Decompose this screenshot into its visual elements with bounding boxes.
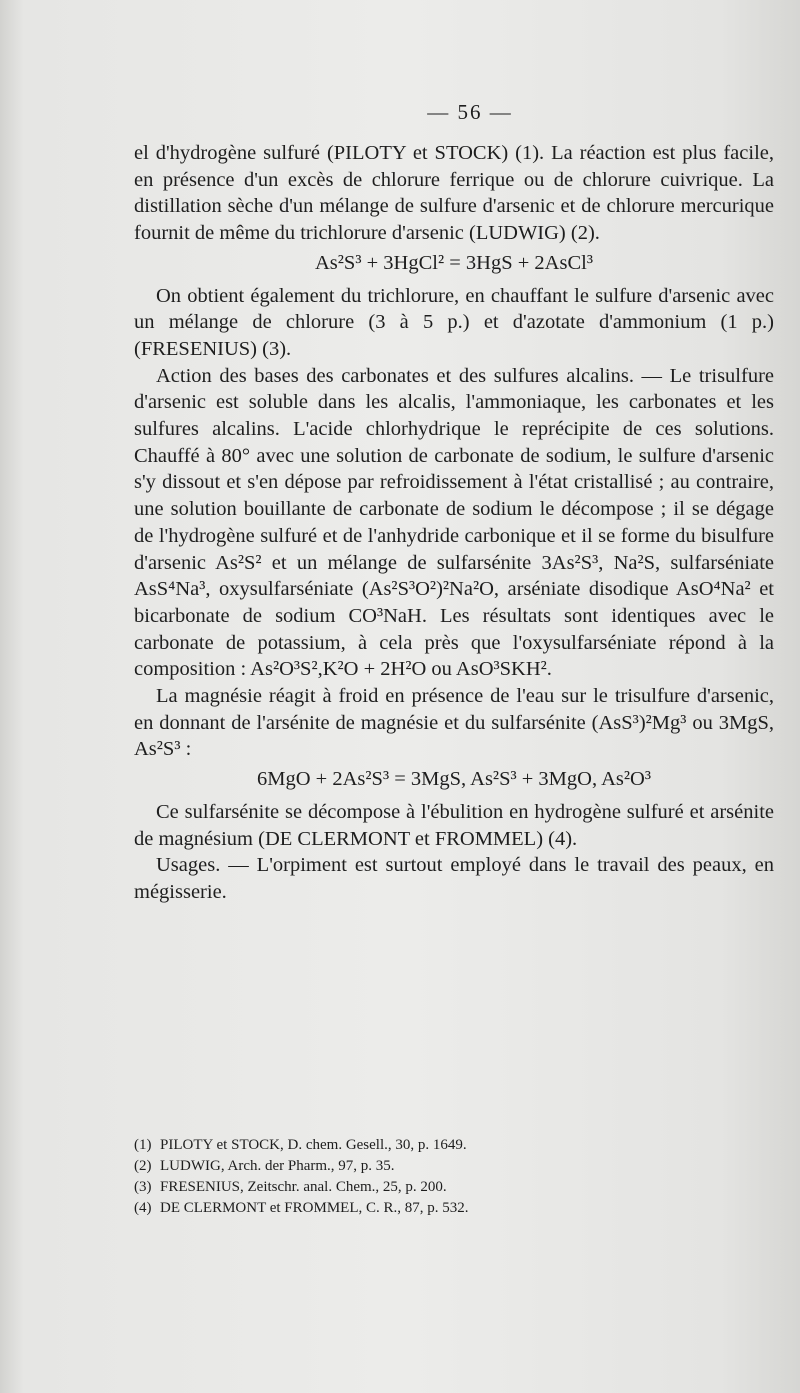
body-text — [134, 140, 774, 906]
footnote-mark: (4) — [134, 1200, 152, 1216]
footnote-4 — [134, 1198, 734, 1219]
paragraph-3: Action des bases des carbonates et des sulfures alcalins. — Le trisulfure d'arsenic est soluble dans les alcalis, l'ammoniaque, les carbonates et les sulfures alcalins. L'acide chlorhydrique le reprécipite de ces solutions. Chauffé à 80° avec une solution de carbonate de sodium, le sulfure d'arsenic s'y dissout et s'en dépose par refroidissement à l'état cristallisé ; au contraire, une solution bouillante de carbonate de sodium le décompose ; il se dégage de l'hydrogène sulfuré et de l'anhydride carbonique et il se forme du bisulfure d'arsenic As²S² et un mélange de sulfarsénite 3As²S³, Na²S, sulfarséniate AsS⁴Na³, oxysulfarséniate (As²S³O²)²Na²O, arséniate disodique AsO⁴Na² et bicarbonate de sodium CO³NaH. Les résultats sont identiques avec le carbonate de potassium, à cela près que l'oxysulfarséniate répond à la composition : As²O³S²,K²O + 2H²O ou AsO³SKH². — [134, 364, 774, 681]
footnote-text: LUDWIG, Arch. der Pharm., 97, p. 35. — [160, 1158, 395, 1174]
footnote-text: PILOTY et STOCK, D. chem. Gesell., 30, p. 1649. — [160, 1137, 467, 1153]
footnote-mark: (3) — [134, 1179, 152, 1195]
footnote-3 — [134, 1177, 734, 1198]
footnote-text: DE CLERMONT et FROMMEL, C. R., 87, p. 532. — [160, 1200, 469, 1216]
footnote-1 — [134, 1135, 734, 1156]
equation-2: 6MgO + 2As²S³ = 3MgS, As²S³ + 3MgO, As²O³ — [257, 768, 651, 791]
paragraph-4: La magnésie réagit à froid en présence de l'eau sur le trisulfure d'arsenic, en donnant de l'arsénite de magnésie et du sulfarsénite (AsS³)²Mg³ ou 3MgS, As²S³ : — [134, 685, 774, 761]
paragraph-5: Ce sulfarsénite se décompose à l'ébulition en hydrogène sulfuré et arsénite de magnésium (DE CLERMONT et FROMMEL) (4). — [134, 800, 774, 850]
footnotes — [134, 1135, 734, 1219]
paragraph-2: On obtient également du trichlorure, en chauffant le sulfure d'arsenic avec un mélange de chlorure (3 à 5 p.) et d'azotate d'ammonium (1 p.) (FRESENIUS) (3). — [134, 284, 774, 360]
footnote-mark: (1) — [134, 1137, 152, 1153]
footnote-text: FRESENIUS, Zeitschr. anal. Chem., 25, p. 200. — [160, 1179, 447, 1195]
paragraph-1: el d'hydrogène sulfuré (PILOTY et STOCK) (1). La réaction est plus facile, en présence d'un excès de chlorure ferrique ou de chlorure cuivrique. La distillation sèche d'un mélange de sulfure d'arsenic et de chlorure mercurique fournit de même du trichlorure d'arsenic (LUDWIG) (2). — [134, 142, 774, 245]
equation-1: As²S³ + 3HgCl² = 3HgS + 2AsCl³ — [315, 251, 593, 274]
paragraph-6: Usages. — L'orpiment est surtout employé dans le travail des peaux, en mégisserie. — [134, 854, 774, 903]
footnote-2 — [134, 1156, 734, 1177]
footnote-mark: (2) — [134, 1158, 152, 1174]
page-number: — 56 — — [427, 100, 513, 124]
